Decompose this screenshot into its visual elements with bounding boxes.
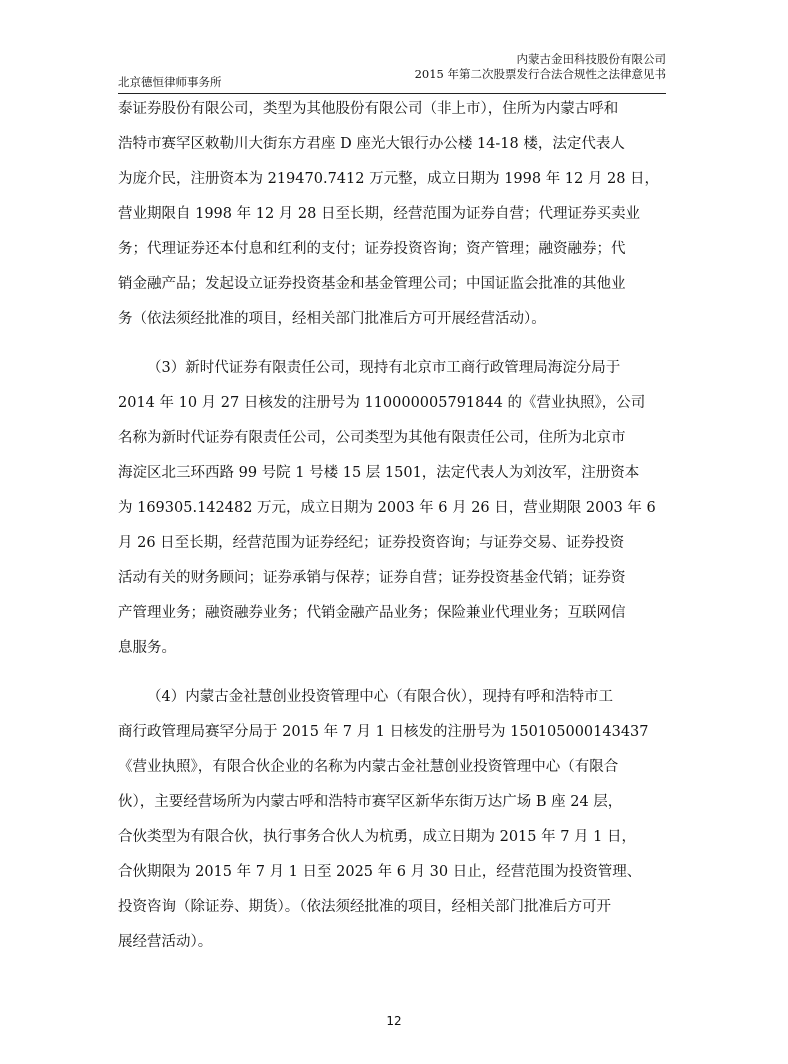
text-line: 展经营活动）。 xyxy=(118,934,213,950)
header-firm: 北京德恒律师事务所 xyxy=(118,75,222,89)
text-line: 营业期限自 1998 年 12 月 28 日至长期，经营范围为证券自营；代理证券买卖业 xyxy=(118,206,640,222)
text-line: 为庞介民，注册资本为 219470.7412 万元整，成立日期为 1998 年 12 月 28 日， xyxy=(118,171,660,187)
text-line: 为 169305.142482 万元，成立日期为 2003 年 6 月 26 日，营业期限 2003 年 6 xyxy=(118,500,656,516)
paragraph-continuation xyxy=(118,92,670,337)
header-company: 内蒙古金田科技股份有限公司 xyxy=(516,52,666,66)
text-line: 伙），主要经营场所为内蒙古呼和浩特市赛罕区新华东街万达广场 B 座 24 层， xyxy=(118,794,623,810)
header-doc-title: 2015 年第二次股票发行合法合规性之法律意见书 xyxy=(414,67,666,81)
text-line: （4）内蒙古金社慧创业投资管理中心（有限合伙），现持有呼和浩特市工 xyxy=(147,689,613,705)
header-right xyxy=(415,52,666,82)
text-line: 息服务。 xyxy=(118,640,176,656)
text-line: 务（依法须经批准的项目，经相关部门批准后方可开展经营活动）。 xyxy=(118,311,546,327)
paragraph-gap xyxy=(118,337,670,351)
text-line: 商行政管理局赛罕分局于 2015 年 7 月 1 日核发的注册号为 150105000143437 xyxy=(118,724,649,740)
text-line: 活动有关的财务顾问；证券承销与保荐；证券自营；证券投资基金代销；证券资 xyxy=(118,570,626,586)
paragraph-item-3 xyxy=(118,351,670,666)
page-header xyxy=(118,52,666,92)
text-line: 泰证券股份有限公司，类型为其他股份有限公司（非上市），住所为内蒙古呼和 xyxy=(118,101,619,117)
text-line: 销金融产品；发起设立证券投资基金和基金管理公司；中国证监会批准的其他业 xyxy=(118,276,626,292)
text-line: 浩特市赛罕区敕勒川大街东方君座 D 座光大银行办公楼 14-18 楼，法定代表人 xyxy=(118,136,625,152)
text-line: 务；代理证券还本付息和红利的支付；证券投资咨询；资产管理；融资融券；代 xyxy=(118,241,626,257)
paragraph-gap xyxy=(118,666,670,680)
page-number: 12 xyxy=(386,1014,402,1028)
document-body xyxy=(118,92,670,960)
text-line: （3）新时代证券有限责任公司，现持有北京市工商行政管理局海淀分局于 xyxy=(147,360,621,376)
text-line: 2014 年 10 月 27 日核发的注册号为 110000005791844 的《营业执照》，公司 xyxy=(118,395,646,411)
text-line: 海淀区北三环西路 99 号院 1 号楼 15 层 1501，法定代表人为刘汝军，注册资本 xyxy=(118,465,640,481)
paragraph-item-4 xyxy=(118,680,670,960)
text-line: 合伙期限为 2015 年 7 月 1 日至 2025 年 6 月 30 日止，经营范围为投资管理、 xyxy=(118,864,642,880)
text-line: 月 26 日至长期，经营范围为证券经纪；证券投资咨询；与证券交易、证券投资 xyxy=(118,535,625,551)
text-line: 合伙类型为有限合伙，执行事务合伙人为杭勇，成立日期为 2015 年 7 月 1 日， xyxy=(118,829,637,845)
text-line: 名称为新时代证券有限责任公司，公司类型为其他有限责任公司，住所为北京市 xyxy=(118,430,626,446)
text-line: 投资咨询（除证券、期货）。（依法须经批准的项目，经相关部门批准后方可开 xyxy=(118,899,611,915)
text-line: 产管理业务；融资融券业务；代销金融产品业务；保险兼业代理业务；互联网信 xyxy=(118,605,626,621)
text-line: 《营业执照》，有限合伙企业的名称为内蒙古金社慧创业投资管理中心（有限合 xyxy=(118,759,619,775)
